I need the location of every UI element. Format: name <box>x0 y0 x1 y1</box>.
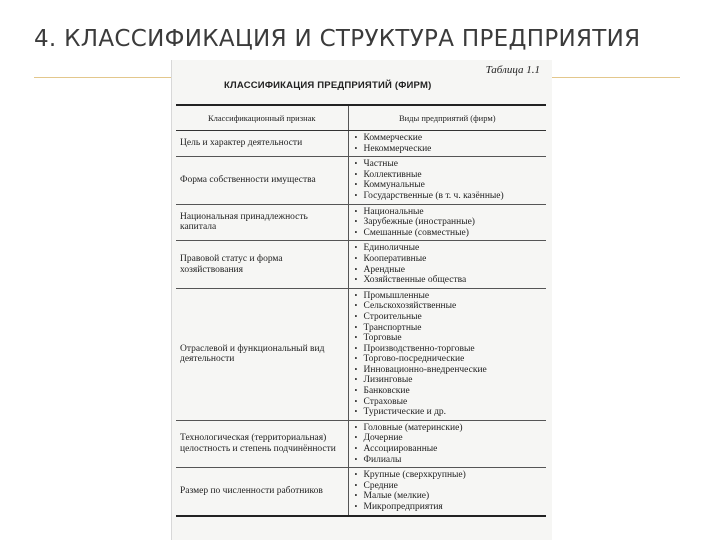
criterion-cell: Форма собственности имущества <box>176 157 348 204</box>
type-list-item: • Хозяйственные общества <box>355 275 543 286</box>
table-row <box>176 241 546 288</box>
type-list-item: • Некоммерческие <box>355 144 543 155</box>
type-list-item: • Крупные (сверхкрупные) <box>355 470 543 481</box>
type-list-item: • Строительные <box>355 312 543 323</box>
table-row <box>176 204 546 241</box>
type-list-item: • Средние <box>355 481 543 492</box>
type-list-item: • Туристические и др. <box>355 407 543 418</box>
types-cell <box>348 241 546 288</box>
criterion-cell: Технологическая (территориальная) целостность и степень подчинённости <box>176 420 348 467</box>
criterion-cell: Национальная принадлежность капитала <box>176 204 348 241</box>
table-row <box>176 131 546 157</box>
type-list-item: • Банковские <box>355 386 543 397</box>
type-list-item: • Производственно-торговые <box>355 344 543 355</box>
type-list-item: • Зарубежные (иностранные) <box>355 217 543 228</box>
type-list-item: • Государственные (в т. ч. казённые) <box>355 191 543 202</box>
type-list-item: • Коллективные <box>355 170 543 181</box>
type-list-item: • Филиалы <box>355 455 543 466</box>
types-cell <box>348 204 546 241</box>
table-row <box>176 157 546 204</box>
table-number-label: Таблица 1.1 <box>485 64 540 76</box>
column-header-types: Виды предприятий (фирм) <box>348 105 546 131</box>
criterion-cell: Отраслевой и функциональный вид деятельности <box>176 288 348 420</box>
type-list-item: • Головные (материнские) <box>355 423 543 434</box>
type-list-item: • Транспортные <box>355 323 543 334</box>
type-list-item: • Коммунальные <box>355 180 543 191</box>
type-list-item: • Страховые <box>355 397 543 408</box>
table-header-row <box>176 105 546 131</box>
column-header-criterion: Классификационный признак <box>176 105 348 131</box>
types-cell <box>348 468 546 516</box>
classification-table <box>176 104 546 517</box>
criterion-cell: Правовой статус и форма хозяйствования <box>176 241 348 288</box>
type-list-item: • Микропредприятия <box>355 502 543 513</box>
types-cell <box>348 157 546 204</box>
table-row <box>176 288 546 420</box>
slide-title: 4. КЛАССИФИКАЦИЯ И СТРУКТУРА ПРЕДПРИЯТИЯ <box>34 26 641 52</box>
type-list-item: • Кооперативные <box>355 254 543 265</box>
types-cell <box>348 131 546 157</box>
scanned-table-image <box>171 60 552 540</box>
type-list-item: • Частные <box>355 159 543 170</box>
type-list-item: • Сельскохозяйственные <box>355 301 543 312</box>
criterion-cell: Размер по численности работников <box>176 468 348 516</box>
type-list-item: • Лизинговые <box>355 375 543 386</box>
type-list-item: • Малые (мелкие) <box>355 491 543 502</box>
type-list-item: • Коммерческие <box>355 133 543 144</box>
table-row <box>176 468 546 516</box>
type-list-item: • Национальные <box>355 207 543 218</box>
type-list-item: • Арендные <box>355 265 543 276</box>
type-list-item: • Единоличные <box>355 243 543 254</box>
type-list-item: • Торгово-посреднические <box>355 354 543 365</box>
type-list-item: • Смешанные (совместные) <box>355 228 543 239</box>
criterion-cell: Цель и характер деятельности <box>176 131 348 157</box>
types-cell <box>348 420 546 467</box>
table-heading: КЛАССИФИКАЦИЯ ПРЕДПРИЯТИЙ (ФИРМ) <box>224 80 432 91</box>
types-cell <box>348 288 546 420</box>
type-list-item: • Дочерние <box>355 433 543 444</box>
type-list-item: • Ассоциированные <box>355 444 543 455</box>
type-list-item: • Инновационно-внедренческие <box>355 365 543 376</box>
type-list-item: • Торговые <box>355 333 543 344</box>
table-row <box>176 420 546 467</box>
type-list-item: • Промышленные <box>355 291 543 302</box>
